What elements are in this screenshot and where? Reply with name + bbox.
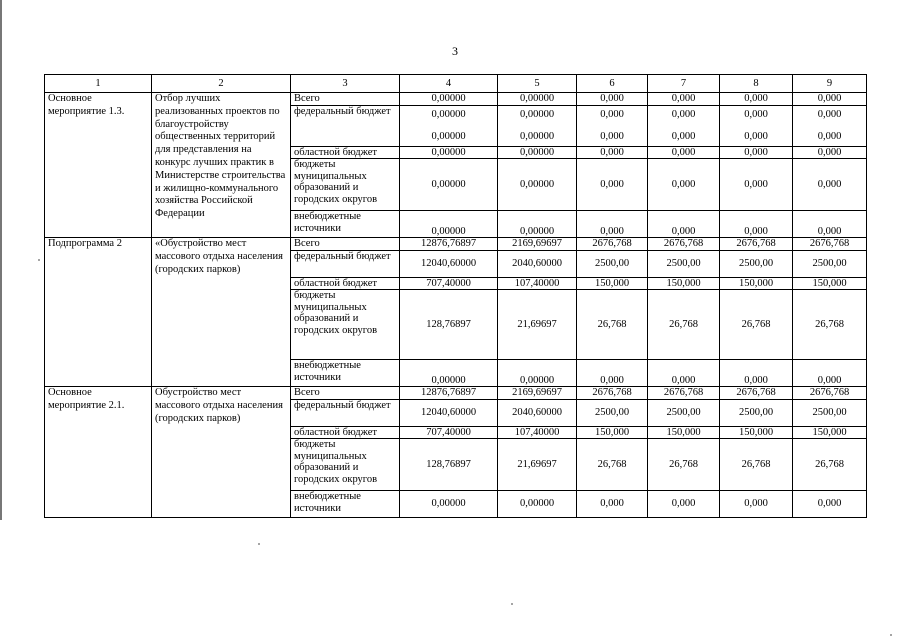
value-cell: 0,00000 [400, 159, 498, 211]
funding-source: Всего [291, 93, 400, 106]
measure-description: Обустройство мест массового отдыха населения (городских парков) [152, 387, 291, 518]
value-cell: 12876,76897 [400, 387, 498, 400]
value-cell: 0,000 [793, 360, 867, 387]
value-cell: 707,40000 [400, 426, 498, 439]
header-cell: 6 [577, 75, 648, 93]
value-cell: 26,768 [577, 290, 648, 360]
value-cell: 2500,00 [577, 250, 648, 277]
value-cell: 0,00000 [400, 360, 498, 387]
scan-left-edge [0, 0, 2, 520]
value-cell-stacked [400, 105, 498, 146]
value-cell: 0,000 [671, 109, 696, 120]
value-cell: 150,000 [577, 426, 648, 439]
value-cell: 0,000 [720, 159, 793, 211]
value-cell: 0,000 [600, 109, 624, 120]
value-cell: 2500,00 [648, 399, 720, 426]
value-cell: 0,00000 [431, 109, 466, 120]
subprogram-name: Подпрограмма 2 [45, 238, 152, 387]
scan-speck [511, 603, 513, 605]
value-cell: 26,768 [648, 439, 720, 491]
value-cell: 0,000 [577, 360, 648, 387]
value-cell: 0,000 [671, 130, 696, 142]
header-cell: 7 [648, 75, 720, 93]
value-cell: 0,00000 [519, 109, 555, 120]
value-cell: 0,00000 [498, 159, 577, 211]
value-cell: 0,000 [817, 109, 842, 120]
value-cell: 26,768 [648, 290, 720, 360]
value-cell: 0,000 [648, 491, 720, 518]
value-cell: 2169,69697 [498, 238, 577, 251]
value-cell: 0,00000 [400, 93, 498, 106]
value-cell: 2676,768 [648, 387, 720, 400]
funding-source: федеральный бюджет [291, 105, 400, 146]
header-cell: 2 [152, 75, 291, 93]
value-cell: 0,000 [793, 93, 867, 106]
value-cell: 26,768 [720, 290, 793, 360]
funding-source: областной бюджет [291, 277, 400, 290]
value-cell: 0,000 [648, 360, 720, 387]
value-cell: 0,00000 [400, 146, 498, 159]
value-cell: 0,000 [720, 491, 793, 518]
value-cell: 21,69697 [498, 439, 577, 491]
value-cell: 128,76897 [400, 439, 498, 491]
value-cell: 150,000 [793, 426, 867, 439]
value-cell: 0,000 [577, 211, 648, 238]
value-cell: 2169,69697 [498, 387, 577, 400]
value-cell: 2040,60000 [498, 399, 577, 426]
value-cell: 0,00000 [498, 211, 577, 238]
value-cell: 12040,60000 [400, 250, 498, 277]
value-cell: 128,76897 [400, 290, 498, 360]
value-cell: 150,000 [648, 426, 720, 439]
value-cell: 107,40000 [498, 277, 577, 290]
scan-speck [258, 543, 260, 545]
value-cell: 0,000 [600, 130, 624, 142]
value-cell: 150,000 [793, 277, 867, 290]
value-cell: 150,000 [720, 277, 793, 290]
value-cell: 2500,00 [577, 399, 648, 426]
value-cell: 26,768 [720, 439, 793, 491]
value-cell-stacked [498, 105, 577, 146]
funding-source: бюджеты муниципальных образований и городских округов [291, 290, 400, 360]
value-cell: 0,000 [793, 211, 867, 238]
header-cell: 3 [291, 75, 400, 93]
value-cell: 2676,768 [648, 238, 720, 251]
value-cell: 2500,00 [793, 250, 867, 277]
header-cell: 5 [498, 75, 577, 93]
value-cell: 0,000 [648, 211, 720, 238]
value-cell: 0,000 [577, 146, 648, 159]
value-cell: 0,000 [793, 146, 867, 159]
header-cell: 8 [720, 75, 793, 93]
funding-source: внебюджетные источники [291, 491, 400, 518]
funding-source: федеральный бюджет [291, 399, 400, 426]
budget-table [44, 74, 867, 518]
table-row [45, 238, 867, 251]
value-cell: 707,40000 [400, 277, 498, 290]
funding-source: областной бюджет [291, 426, 400, 439]
value-cell: 2040,60000 [498, 250, 577, 277]
value-cell: 26,768 [793, 439, 867, 491]
value-cell-stacked [793, 105, 867, 146]
value-cell: 2676,768 [577, 387, 648, 400]
scan-speck [890, 634, 892, 636]
subprogram-description: «Обустройство мест массового отдыха населения (городских парков) [152, 238, 291, 387]
funding-source: федеральный бюджет [291, 250, 400, 277]
value-cell: 0,00000 [431, 130, 466, 142]
header-cell: 4 [400, 75, 498, 93]
value-cell: 2676,768 [793, 387, 867, 400]
value-cell: 0,000 [720, 211, 793, 238]
value-cell: 0,00000 [498, 93, 577, 106]
header-cell: 1 [45, 75, 152, 93]
value-cell: 0,00000 [400, 491, 498, 518]
value-cell: 2500,00 [720, 399, 793, 426]
measure-description: Отбор лучших реализованных проектов по благоустройству общественных территорий для представления на конкурс лучших практик в Министерстве строительства и жилищно-коммунального хозяйства Российской Федерации [152, 93, 291, 238]
value-cell: 150,000 [720, 426, 793, 439]
table-row [45, 93, 867, 106]
funding-source: внебюджетные источники [291, 211, 400, 238]
value-cell-stacked [648, 105, 720, 146]
value-cell-stacked [720, 105, 793, 146]
value-cell: 2500,00 [793, 399, 867, 426]
funding-source: бюджеты муниципальных образований и городских округов [291, 159, 400, 211]
value-cell: 26,768 [577, 439, 648, 491]
value-cell: 12040,60000 [400, 399, 498, 426]
header-row [45, 75, 867, 93]
page-number: 3 [452, 44, 458, 58]
value-cell: 2500,00 [648, 250, 720, 277]
value-cell: 0,000 [720, 93, 793, 106]
value-cell: 0,00000 [498, 360, 577, 387]
value-cell: 0,000 [577, 491, 648, 518]
value-cell: 0,000 [744, 130, 768, 142]
funding-source: Всего [291, 387, 400, 400]
value-cell: 0,000 [577, 93, 648, 106]
measure-name: Основное мероприятие 1.3. [45, 93, 152, 238]
value-cell: 0,000 [720, 146, 793, 159]
value-cell: 2676,768 [793, 238, 867, 251]
value-cell: 0,00000 [498, 146, 577, 159]
funding-source: бюджеты муниципальных образований и городских округов [291, 439, 400, 491]
value-cell: 107,40000 [498, 426, 577, 439]
value-cell: 0,000 [720, 360, 793, 387]
funding-source: внебюджетные источники [291, 360, 400, 387]
value-cell: 150,000 [648, 277, 720, 290]
header-cell: 9 [793, 75, 867, 93]
value-cell: 0,000 [817, 130, 842, 142]
value-cell: 0,00000 [400, 211, 498, 238]
value-cell: 0,000 [648, 159, 720, 211]
value-cell: 0,000 [577, 159, 648, 211]
value-cell: 0,00000 [519, 130, 555, 142]
value-cell: 0,000 [793, 491, 867, 518]
value-cell: 150,000 [577, 277, 648, 290]
value-cell: 0,000 [744, 109, 768, 120]
value-cell: 26,768 [793, 290, 867, 360]
value-cell: 21,69697 [498, 290, 577, 360]
table-row [45, 387, 867, 400]
scan-speck [38, 259, 40, 261]
value-cell: 2676,768 [720, 238, 793, 251]
value-cell: 0,000 [648, 93, 720, 106]
funding-source: Всего [291, 238, 400, 251]
value-cell: 2500,00 [720, 250, 793, 277]
value-cell: 0,000 [648, 146, 720, 159]
value-cell: 2676,768 [577, 238, 648, 251]
value-cell-stacked [577, 105, 648, 146]
value-cell: 2676,768 [720, 387, 793, 400]
funding-source: областной бюджет [291, 146, 400, 159]
value-cell: 12876,76897 [400, 238, 498, 251]
measure-name: Основное мероприятие 2.1. [45, 387, 152, 518]
value-cell: 0,000 [793, 159, 867, 211]
value-cell: 0,00000 [498, 491, 577, 518]
